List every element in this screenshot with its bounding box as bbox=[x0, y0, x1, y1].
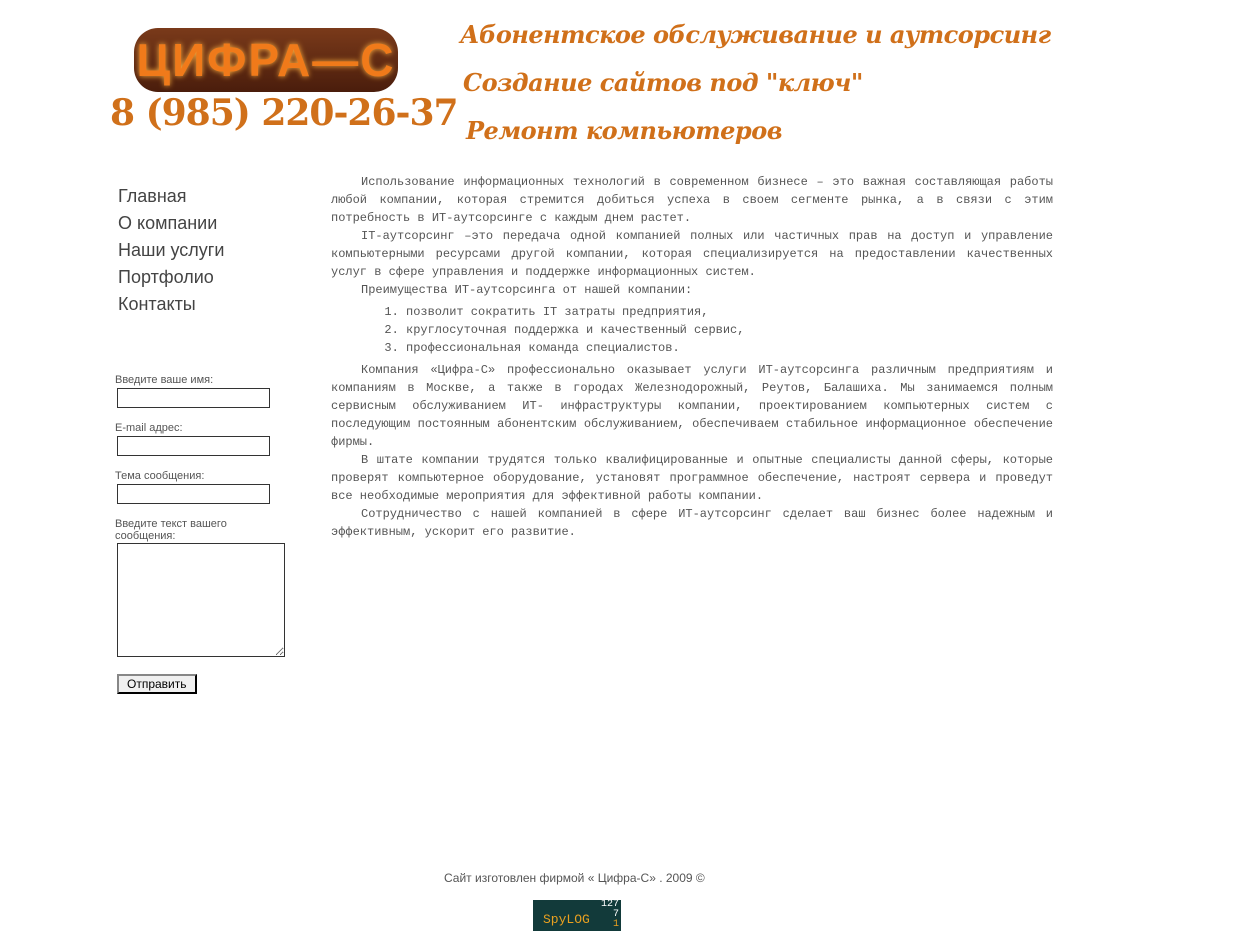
slogan-outsourcing: Абонентское обслуживание и аутсорсинг bbox=[460, 20, 1051, 49]
message-label: Введите текст вашего сообщения: bbox=[115, 518, 227, 542]
paragraph: IT-аутсорсинг –это передача одной компанией полных или частичных прав на доступ и управление компьютерными ресурсами другой компании, которая специализируется на предоставлении качественных услуг в сфере управления и поддержке информационных систем. bbox=[331, 229, 1053, 279]
name-label: Введите ваше имя: bbox=[115, 374, 214, 386]
slogan-repair: Ремонт компьютеров bbox=[466, 116, 782, 145]
submit-button[interactable]: Отправить bbox=[117, 674, 197, 694]
paragraph: Преимущества ИТ-аутсорсинга от нашей компании: bbox=[361, 283, 693, 297]
nav-contacts[interactable]: Контакты bbox=[118, 294, 196, 314]
name-input[interactable] bbox=[117, 388, 270, 408]
counter-logo: SpyLOG bbox=[543, 912, 590, 927]
contact-form bbox=[115, 374, 285, 694]
paragraph: В штате компании трудятся только квалифицированные и опытные специалисты данной сферы, которые проверят компьютерное оборудование, установят программное обеспечение, настроят сервера и проведут все необходимые мероприятия для эффективной работы компании. bbox=[331, 453, 1053, 503]
message-textarea[interactable] bbox=[117, 543, 285, 657]
paragraph: Компания «Цифра-С» профессионально оказывает услуги ИТ-аутсорсинга различным предприятиям и компаниям в Москве, а также в городах Железнодорожный, Реутов, Балашиха. Мы занимаемся полным сервисным обслуживанием ИТ- инфраструктуры компании, проектированием компьютерных систем с последующим постоянным абонентским обслуживанием, обеспечиваем стабильное информационное обеспечение фирмы. bbox=[331, 363, 1053, 449]
slogan-websites: Создание сайтов под "ключ" bbox=[463, 68, 863, 97]
counter-value: 1 bbox=[612, 919, 619, 930]
email-input[interactable] bbox=[117, 436, 270, 456]
list-item: 1. позволит сократить IT затраты предприятия, bbox=[406, 303, 1053, 321]
subject-input[interactable] bbox=[117, 484, 270, 504]
subject-label: Тема сообщения: bbox=[115, 470, 205, 482]
spylog-counter[interactable] bbox=[533, 900, 621, 931]
counter-value: 127 bbox=[600, 899, 619, 910]
benefits-list bbox=[331, 303, 1053, 357]
main-content bbox=[331, 173, 1053, 541]
nav-services[interactable]: Наши услуги bbox=[118, 240, 225, 260]
email-label: E-mail адрес: bbox=[115, 422, 183, 434]
phone-number: 8 (985) 220-26-37 bbox=[110, 92, 458, 134]
counter-values bbox=[601, 900, 619, 930]
logo[interactable]: ЦИФРА—С bbox=[134, 28, 398, 92]
footer-copyright: Сайт изготовлен фирмой « Цифра-С» . 2009 © bbox=[444, 871, 705, 885]
paragraph: Использование информационных технологий в современном бизнесе – это важная составляющая работы любой компании, которая стремится добиться успеха в своем сегменте рынка, а в связи с этим потребность в ИТ-аутсорсинге с каждым днем растет. bbox=[331, 175, 1053, 225]
nav-about[interactable]: О компании bbox=[118, 213, 218, 233]
paragraph: Сотрудничество с нашей компанией в сфере ИТ-аутсорсинг сделает ваш бизнес более надежным и эффективным, ускорит его развитие. bbox=[331, 507, 1053, 539]
counter-value: 7 bbox=[612, 909, 619, 920]
nav-portfolio[interactable]: Портфолио bbox=[118, 267, 214, 287]
main-nav bbox=[118, 186, 224, 321]
list-item: 3. профессиональная команда специалистов. bbox=[406, 339, 1053, 357]
list-item: 2. круглосуточная поддержка и качественный сервис, bbox=[406, 321, 1053, 339]
nav-home[interactable]: Главная bbox=[118, 186, 187, 206]
